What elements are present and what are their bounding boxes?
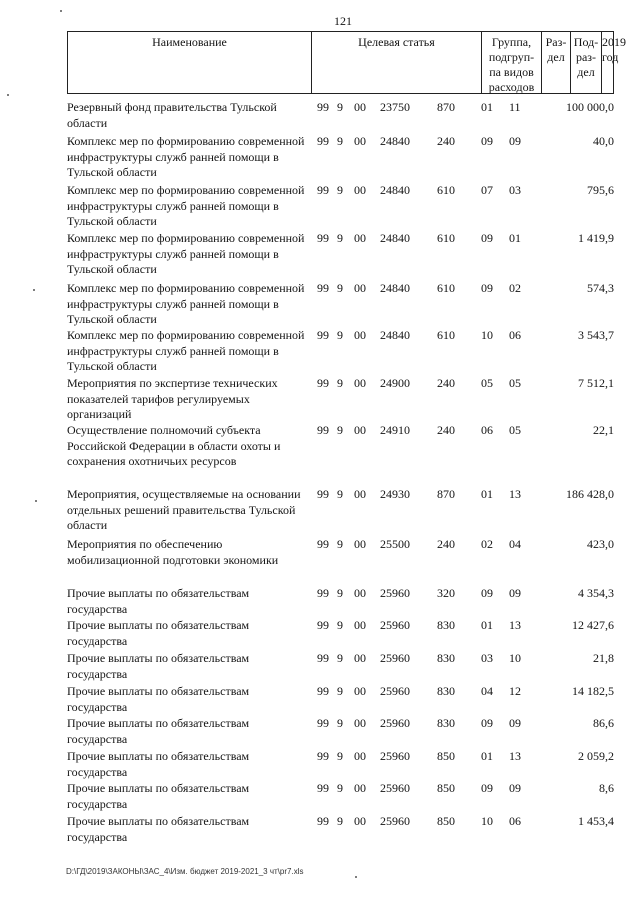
razdel-code: 01 bbox=[481, 487, 493, 501]
target-part-3: 00 bbox=[354, 100, 366, 114]
expense-group: 830 bbox=[437, 716, 455, 730]
podrazdel-code: 06 bbox=[509, 814, 521, 828]
target-part-4: 24840 bbox=[380, 231, 410, 245]
header-podrazdel-line: Под- bbox=[573, 35, 599, 49]
target-part-1: 99 bbox=[317, 376, 329, 390]
target-part-2: 9 bbox=[337, 651, 343, 665]
row-name: Мероприятия по обеспечению мобилизационной подготовки экономики bbox=[67, 537, 279, 567]
target-part-1: 99 bbox=[317, 781, 329, 795]
expense-group: 610 bbox=[437, 231, 455, 245]
expense-group: 610 bbox=[437, 183, 455, 197]
target-part-4: 25960 bbox=[380, 684, 410, 698]
target-part-2: 9 bbox=[337, 134, 343, 148]
razdel-code: 10 bbox=[481, 328, 493, 342]
target-part-1: 99 bbox=[317, 231, 329, 245]
expense-group: 240 bbox=[437, 134, 455, 148]
target-part-2: 9 bbox=[337, 328, 343, 342]
row-name: Комплекс мер по формированию современной инфраструктуры служб ранней помощи в Тульской области bbox=[67, 328, 305, 373]
expense-group: 850 bbox=[437, 781, 455, 795]
razdel-code: 09 bbox=[481, 231, 493, 245]
podrazdel-code: 01 bbox=[509, 231, 521, 245]
row-name: Мероприятия по экспертизе технических показателей тарифов регулируемых организаций bbox=[67, 376, 278, 421]
target-part-4: 25960 bbox=[380, 618, 410, 632]
target-part-1: 99 bbox=[317, 328, 329, 342]
target-part-3: 00 bbox=[354, 231, 366, 245]
target-part-3: 00 bbox=[354, 328, 366, 342]
expense-group: 830 bbox=[437, 651, 455, 665]
scan-speck bbox=[60, 10, 62, 12]
header-razdel bbox=[541, 32, 570, 93]
target-part-4: 24840 bbox=[380, 134, 410, 148]
header-year bbox=[601, 32, 626, 93]
target-part-4: 25960 bbox=[380, 814, 410, 828]
target-part-1: 99 bbox=[317, 487, 329, 501]
target-part-2: 9 bbox=[337, 749, 343, 763]
target-part-3: 00 bbox=[354, 684, 366, 698]
podrazdel-code: 11 bbox=[509, 100, 521, 114]
target-part-1: 99 bbox=[317, 423, 329, 437]
razdel-code: 01 bbox=[481, 749, 493, 763]
row-name: Резервный фонд правительства Тульской области bbox=[67, 100, 277, 130]
target-part-2: 9 bbox=[337, 814, 343, 828]
header-name: Наименование bbox=[152, 35, 227, 49]
target-part-4: 25960 bbox=[380, 651, 410, 665]
header-podrazdel bbox=[570, 32, 601, 93]
target-part-4: 25500 bbox=[380, 537, 410, 551]
podrazdel-code: 09 bbox=[509, 586, 521, 600]
target-part-4: 24910 bbox=[380, 423, 410, 437]
target-part-2: 9 bbox=[337, 487, 343, 501]
podrazdel-code: 13 bbox=[509, 749, 521, 763]
target-part-4: 25960 bbox=[380, 781, 410, 795]
expense-group: 850 bbox=[437, 749, 455, 763]
podrazdel-code: 13 bbox=[509, 618, 521, 632]
header-year-label: 2019 год bbox=[602, 35, 626, 64]
target-part-1: 99 bbox=[317, 814, 329, 828]
scan-speck bbox=[33, 289, 35, 291]
amount-2019: 574,3 bbox=[587, 281, 614, 295]
row-name: Прочие выплаты по обязательствам государства bbox=[67, 586, 250, 616]
target-part-2: 9 bbox=[337, 537, 343, 551]
target-part-3: 00 bbox=[354, 781, 366, 795]
row-name: Комплекс мер по формированию современной инфраструктуры служб ранней помощи в Тульской области bbox=[67, 281, 305, 326]
row-name: Прочие выплаты по обязательствам государства bbox=[67, 651, 250, 681]
podrazdel-code: 10 bbox=[509, 651, 521, 665]
amount-2019: 7 512,1 bbox=[578, 376, 614, 390]
header-razdel-line: дел bbox=[547, 50, 565, 64]
podrazdel-code: 09 bbox=[509, 716, 521, 730]
expense-group: 320 bbox=[437, 586, 455, 600]
row-name: Комплекс мер по формированию современной инфраструктуры служб ранней помощи в Тульской области bbox=[67, 231, 305, 276]
amount-2019: 423,0 bbox=[587, 537, 614, 551]
target-part-2: 9 bbox=[337, 281, 343, 295]
scan-speck bbox=[355, 876, 357, 878]
target-part-3: 00 bbox=[354, 423, 366, 437]
podrazdel-code: 04 bbox=[509, 537, 521, 551]
target-part-2: 9 bbox=[337, 684, 343, 698]
header-group-line: па видов bbox=[489, 65, 534, 79]
target-part-1: 99 bbox=[317, 281, 329, 295]
scan-speck bbox=[35, 500, 37, 502]
razdel-code: 09 bbox=[481, 134, 493, 148]
target-part-3: 00 bbox=[354, 814, 366, 828]
target-part-4: 24930 bbox=[380, 487, 410, 501]
expense-group: 240 bbox=[437, 537, 455, 551]
razdel-code: 10 bbox=[481, 814, 493, 828]
target-part-2: 9 bbox=[337, 423, 343, 437]
target-part-3: 00 bbox=[354, 749, 366, 763]
target-part-2: 9 bbox=[337, 376, 343, 390]
target-part-1: 99 bbox=[317, 100, 329, 114]
expense-group: 850 bbox=[437, 814, 455, 828]
page-number: 121 bbox=[334, 14, 352, 28]
header-group-line: Группа, bbox=[491, 35, 532, 49]
target-part-2: 9 bbox=[337, 183, 343, 197]
podrazdel-code: 05 bbox=[509, 423, 521, 437]
row-name: Прочие выплаты по обязательствам государства bbox=[67, 684, 250, 714]
target-part-4: 25960 bbox=[380, 749, 410, 763]
expense-group: 610 bbox=[437, 328, 455, 342]
row-name: Прочие выплаты по обязательствам государства bbox=[67, 781, 250, 811]
amount-2019: 1 453,4 bbox=[578, 814, 614, 828]
target-part-3: 00 bbox=[354, 716, 366, 730]
podrazdel-code: 09 bbox=[509, 134, 521, 148]
expense-group: 870 bbox=[437, 487, 455, 501]
target-part-2: 9 bbox=[337, 716, 343, 730]
podrazdel-code: 03 bbox=[509, 183, 521, 197]
target-part-3: 00 bbox=[354, 376, 366, 390]
scan-speck bbox=[7, 94, 9, 96]
amount-2019: 12 427,6 bbox=[572, 618, 614, 632]
row-name: Мероприятия, осуществляемые на основании отдельных решений правительства Тульской области bbox=[67, 487, 301, 532]
amount-2019: 22,1 bbox=[593, 423, 614, 437]
target-part-2: 9 bbox=[337, 231, 343, 245]
razdel-code: 09 bbox=[481, 586, 493, 600]
target-part-1: 99 bbox=[317, 716, 329, 730]
row-name: Прочие выплаты по обязательствам государства bbox=[67, 618, 250, 648]
header-target-article: Целевая статья bbox=[311, 32, 481, 93]
expense-group: 830 bbox=[437, 618, 455, 632]
target-part-4: 24840 bbox=[380, 281, 410, 295]
expense-group: 870 bbox=[437, 100, 455, 114]
podrazdel-code: 13 bbox=[509, 487, 521, 501]
expense-group: 610 bbox=[437, 281, 455, 295]
target-part-1: 99 bbox=[317, 684, 329, 698]
table-header bbox=[67, 31, 626, 94]
amount-2019: 795,6 bbox=[587, 183, 614, 197]
amount-2019: 3 543,7 bbox=[578, 328, 614, 342]
file-path-footer: D:\ГД\2019\ЗАКОНЫ\ЗАС_4\Изм. бюджет 2019-2021_3 чт\pr7.xls bbox=[66, 867, 304, 876]
podrazdel-code: 09 bbox=[509, 781, 521, 795]
amount-2019: 14 182,5 bbox=[572, 684, 614, 698]
row-name: Комплекс мер по формированию современной инфраструктуры служб ранней помощи в Тульской области bbox=[67, 134, 305, 179]
row-name: Комплекс мер по формированию современной инфраструктуры служб ранней помощи в Тульской области bbox=[67, 183, 305, 228]
expense-group: 240 bbox=[437, 376, 455, 390]
amount-2019: 21,8 bbox=[593, 651, 614, 665]
header-podrazdel-line: дел bbox=[577, 65, 595, 79]
target-part-2: 9 bbox=[337, 586, 343, 600]
target-part-2: 9 bbox=[337, 781, 343, 795]
target-part-1: 99 bbox=[317, 618, 329, 632]
podrazdel-code: 05 bbox=[509, 376, 521, 390]
target-part-2: 9 bbox=[337, 100, 343, 114]
row-name: Прочие выплаты по обязательствам государства bbox=[67, 716, 250, 746]
target-part-2: 9 bbox=[337, 618, 343, 632]
amount-2019: 186 428,0 bbox=[566, 487, 614, 501]
amount-2019: 100 000,0 bbox=[566, 100, 614, 114]
target-part-3: 00 bbox=[354, 134, 366, 148]
target-part-1: 99 bbox=[317, 537, 329, 551]
target-part-1: 99 bbox=[317, 749, 329, 763]
target-part-3: 00 bbox=[354, 183, 366, 197]
razdel-code: 07 bbox=[481, 183, 493, 197]
target-part-3: 00 bbox=[354, 487, 366, 501]
target-part-1: 99 bbox=[317, 183, 329, 197]
razdel-code: 09 bbox=[481, 716, 493, 730]
razdel-code: 05 bbox=[481, 376, 493, 390]
razdel-code: 04 bbox=[481, 684, 493, 698]
header-group-line: подгруп- bbox=[488, 50, 535, 64]
amount-2019: 2 059,2 bbox=[578, 749, 614, 763]
amount-2019: 40,0 bbox=[593, 134, 614, 148]
target-part-3: 00 bbox=[354, 281, 366, 295]
razdel-code: 09 bbox=[481, 781, 493, 795]
razdel-code: 01 bbox=[481, 618, 493, 632]
razdel-code: 06 bbox=[481, 423, 493, 437]
expense-group: 240 bbox=[437, 423, 455, 437]
podrazdel-code: 02 bbox=[509, 281, 521, 295]
target-part-4: 24840 bbox=[380, 183, 410, 197]
amount-2019: 4 354,3 bbox=[578, 586, 614, 600]
target-part-4: 24900 bbox=[380, 376, 410, 390]
target-part-3: 00 bbox=[354, 618, 366, 632]
header-podrazdel-line: раз- bbox=[575, 50, 597, 64]
target-part-1: 99 bbox=[317, 134, 329, 148]
row-name: Прочие выплаты по обязательствам государства bbox=[67, 749, 250, 779]
row-name: Осуществление полномочий субъекта Российской Федерации в области охоты и сохранения охотничьих ресурсов bbox=[67, 423, 281, 468]
razdel-code: 03 bbox=[481, 651, 493, 665]
amount-2019: 86,6 bbox=[593, 716, 614, 730]
header-group bbox=[481, 32, 541, 93]
target-part-4: 25960 bbox=[380, 586, 410, 600]
target-part-4: 25960 bbox=[380, 716, 410, 730]
target-part-3: 00 bbox=[354, 586, 366, 600]
target-part-4: 24840 bbox=[380, 328, 410, 342]
razdel-code: 02 bbox=[481, 537, 493, 551]
podrazdel-code: 06 bbox=[509, 328, 521, 342]
header-group-line: расходов bbox=[488, 80, 535, 94]
target-part-1: 99 bbox=[317, 586, 329, 600]
razdel-code: 09 bbox=[481, 281, 493, 295]
target-part-3: 00 bbox=[354, 651, 366, 665]
amount-2019: 1 419,9 bbox=[578, 231, 614, 245]
expense-group: 830 bbox=[437, 684, 455, 698]
row-name: Прочие выплаты по обязательствам государства bbox=[67, 814, 250, 844]
razdel-code: 01 bbox=[481, 100, 493, 114]
target-part-1: 99 bbox=[317, 651, 329, 665]
podrazdel-code: 12 bbox=[509, 684, 521, 698]
target-part-4: 23750 bbox=[380, 100, 410, 114]
amount-2019: 8,6 bbox=[599, 781, 614, 795]
header-razdel-line: Раз- bbox=[545, 35, 567, 49]
target-part-3: 00 bbox=[354, 537, 366, 551]
